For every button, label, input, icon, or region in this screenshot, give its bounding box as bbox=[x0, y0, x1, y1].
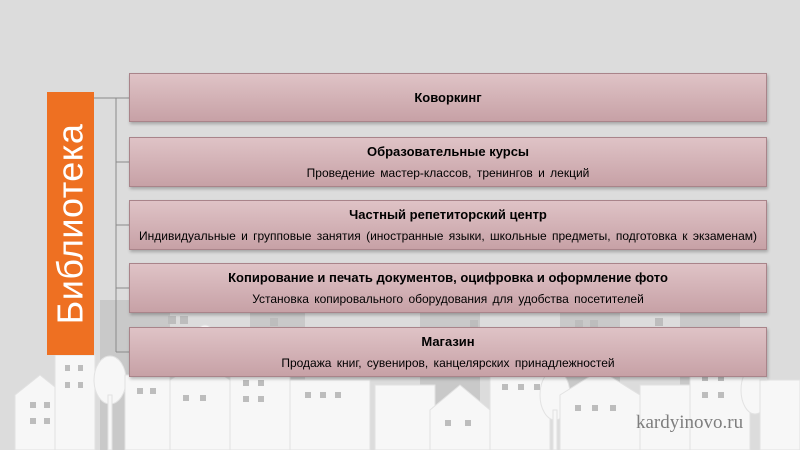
node-coworking bbox=[129, 73, 767, 122]
root-box bbox=[47, 92, 94, 355]
node-title: Магазин bbox=[421, 333, 475, 349]
node-title: Частный репетиторский центр bbox=[349, 206, 547, 222]
node-title: Коворкинг bbox=[414, 89, 482, 105]
node-shop bbox=[129, 327, 767, 377]
node-printing bbox=[129, 263, 767, 313]
node-subtitle: Проведение мастер-классов, тренингов и лекций bbox=[306, 165, 590, 180]
node-title: Образовательные курсы bbox=[366, 143, 530, 159]
root-label: Библиотека bbox=[49, 123, 91, 324]
watermark: kardyinovo.ru bbox=[636, 412, 744, 433]
node-education-courses bbox=[129, 137, 767, 187]
node-subtitle: Установка копировального оборудования для удобства посетителей bbox=[252, 291, 644, 306]
node-subtitle: Продажа книг, сувениров, канцелярских принадлежностей bbox=[281, 355, 615, 370]
node-subtitle: Индивидуальные и групповые занятия (иностранные языки, школьные предметы, подготовка к экзаменам) bbox=[139, 228, 757, 243]
node-tutoring-center bbox=[129, 200, 767, 250]
node-title: Копирование и печать документов, оцифровка и оформление фото bbox=[228, 269, 668, 285]
